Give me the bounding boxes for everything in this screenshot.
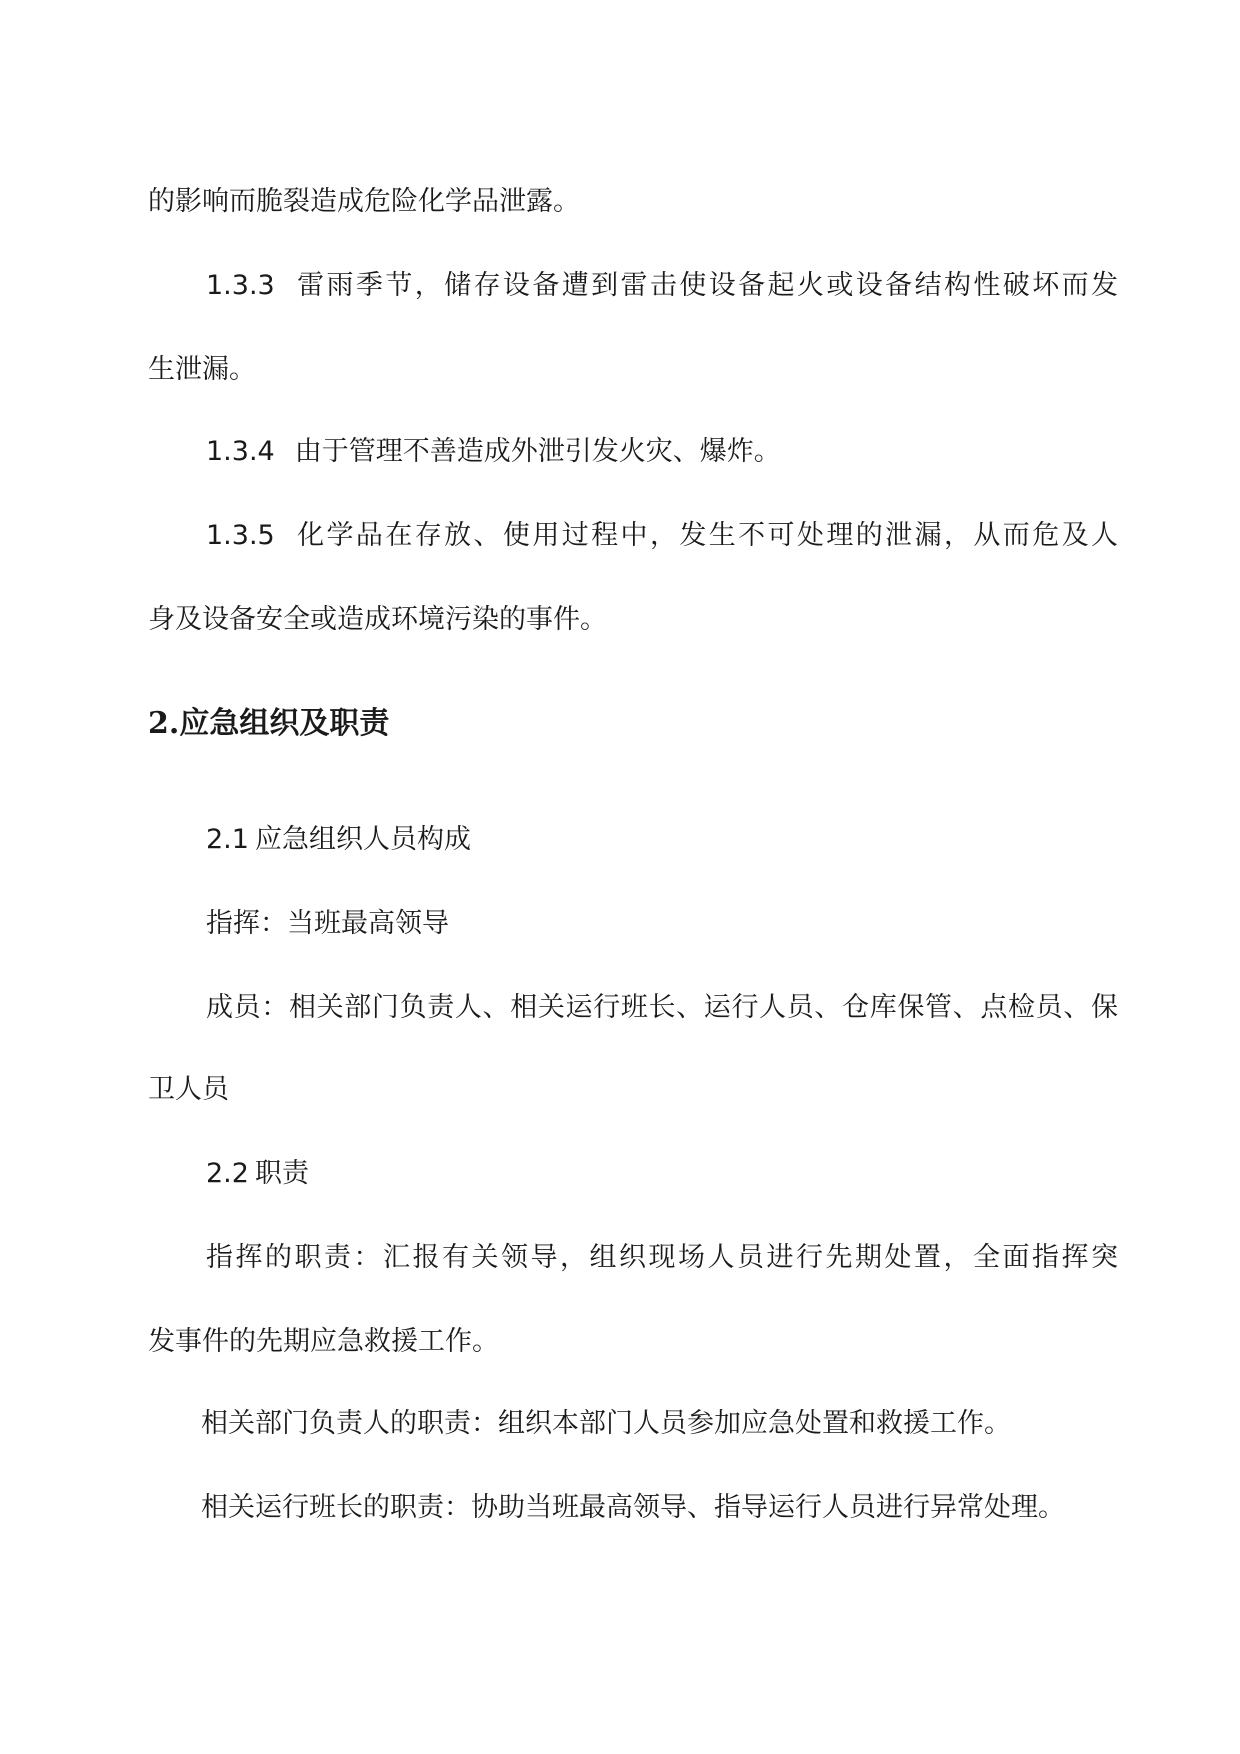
text: 雷雨季节，储存设备遭到雷击使设备起火或设备结构性破坏而发 xyxy=(294,270,1118,301)
paragraph-line xyxy=(201,1488,1113,1528)
text: 职责 xyxy=(254,1158,309,1189)
paragraph-line xyxy=(148,1070,1118,1110)
paragraph-line xyxy=(148,182,1118,222)
paragraph-line xyxy=(148,1322,1118,1362)
paragraph-line xyxy=(201,1404,1113,1444)
text: 成员：相关部门负责人、相关运行班长、运行人员、仓库保管、点检员、保 xyxy=(206,992,1118,1023)
text: 身及设备安全或造成环境污染的事件。 xyxy=(148,604,607,635)
text: 卫人员 xyxy=(148,1074,229,1105)
text: 生泄漏。 xyxy=(148,354,256,385)
paragraph-line xyxy=(206,516,1118,556)
paragraph-line xyxy=(206,1238,1118,1278)
item-number: 1.3.3 xyxy=(206,270,275,301)
text: 化学品在存放、使用过程中，发生不可处理的泄漏，从而危及人 xyxy=(294,520,1118,551)
paragraph-line xyxy=(206,432,1118,472)
paragraph-line xyxy=(148,350,1118,390)
subsection-heading xyxy=(206,1154,1118,1194)
text: 指挥：当班最高领导 xyxy=(206,908,449,939)
text: 应急组织人员构成 xyxy=(254,824,471,855)
text: 由于管理不善造成外泄引发火灾、爆炸。 xyxy=(294,436,781,467)
text: 发事件的先期应急救援工作。 xyxy=(148,1326,499,1357)
item-number: 2.2 xyxy=(206,1158,249,1189)
item-number: 1.3.4 xyxy=(206,436,275,467)
text: 相关部门负责人的职责：组织本部门人员参加应急处置和救援工作。 xyxy=(201,1408,1011,1439)
text: 的影响而脆裂造成危险化学品泄露。 xyxy=(148,186,580,217)
section-heading: 2.应急组织及职责 xyxy=(148,706,390,741)
paragraph-line xyxy=(206,904,1118,944)
paragraph-line xyxy=(206,988,1118,1028)
paragraph-line xyxy=(148,600,1118,640)
item-number: 2.1 xyxy=(206,824,249,855)
subsection-heading xyxy=(206,820,1118,860)
paragraph-line xyxy=(206,266,1118,306)
item-number: 1.3.5 xyxy=(206,520,275,551)
text: 指挥的职责：汇报有关领导，组织现场人员进行先期处置，全面指挥突 xyxy=(206,1242,1118,1273)
text: 相关运行班长的职责：协助当班最高领导、指导运行人员进行异常处理。 xyxy=(201,1492,1065,1523)
